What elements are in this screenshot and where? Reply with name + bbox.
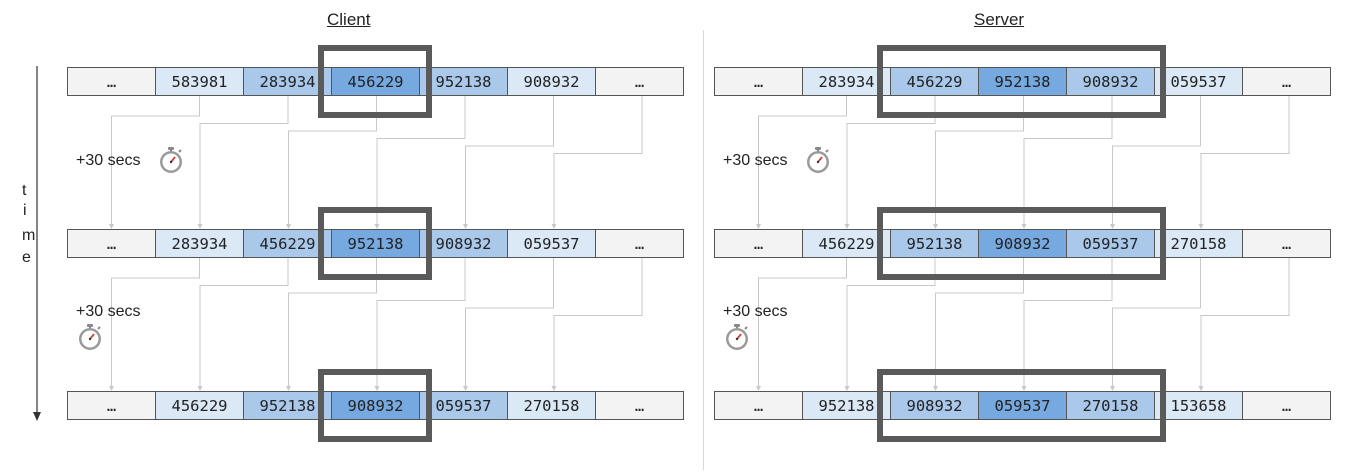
client-window-frame-1	[318, 45, 432, 118]
shift-connector	[554, 96, 642, 225]
client-title: Client	[327, 10, 371, 29]
cell: 952138	[419, 67, 508, 96]
stopwatch-icon	[158, 146, 184, 174]
time-axis-arrow	[33, 412, 41, 421]
shift-connector	[466, 96, 554, 225]
cell: 952138	[243, 391, 332, 420]
server-window-frame-2	[877, 207, 1166, 280]
client-step-label-1: +30 secs	[76, 152, 141, 169]
cell: 952138	[978, 67, 1067, 96]
cell: 456229	[890, 67, 979, 96]
axis-letter-e: e	[22, 249, 31, 266]
client-window-frame-3	[318, 369, 432, 442]
shift-connector	[200, 258, 288, 387]
cell: …	[67, 67, 156, 96]
cell: 059537	[1066, 229, 1155, 258]
cell: 952138	[331, 229, 420, 258]
cell: 952138	[890, 229, 979, 258]
axis-letter-i: i	[23, 202, 27, 219]
server-window-frame-1	[877, 45, 1166, 118]
cell: 270158	[1154, 229, 1243, 258]
shift-connector	[554, 258, 642, 387]
cell: 456229	[802, 229, 891, 258]
cell: 270158	[507, 391, 596, 420]
cell: 908932	[331, 391, 420, 420]
cell: …	[595, 67, 684, 96]
server-step-label-2: +30 secs	[723, 303, 788, 320]
cell: 059537	[978, 391, 1067, 420]
cell: 908932	[1066, 67, 1155, 96]
cell: 283934	[802, 67, 891, 96]
cell: …	[714, 67, 803, 96]
shift-connector	[1201, 96, 1289, 225]
cell: 059537	[1154, 67, 1243, 96]
cell: 153658	[1154, 391, 1243, 420]
cell: 059537	[507, 229, 596, 258]
server-step-label-1: +30 secs	[723, 152, 788, 169]
cell: 059537	[419, 391, 508, 420]
cell: 908932	[890, 391, 979, 420]
shift-connector	[759, 258, 847, 387]
client-window-frame-2	[318, 207, 432, 280]
cell: 283934	[243, 67, 332, 96]
stopwatch-icon	[805, 146, 831, 174]
cell: …	[714, 229, 803, 258]
cell: 283934	[155, 229, 244, 258]
cell: …	[67, 229, 156, 258]
cell: …	[1242, 391, 1331, 420]
cell: 456229	[243, 229, 332, 258]
cell: …	[1242, 67, 1331, 96]
axis-letter-m: m	[22, 227, 36, 244]
server-window-frame-3	[877, 369, 1166, 442]
stopwatch-icon	[77, 323, 103, 351]
cell: …	[595, 391, 684, 420]
client-step-label-2: +30 secs	[76, 303, 141, 320]
server-title: Server	[974, 10, 1025, 29]
cell: 908932	[978, 229, 1067, 258]
shift-connector	[200, 96, 288, 225]
cell: 456229	[155, 391, 244, 420]
cell: 952138	[802, 391, 891, 420]
shift-connector	[466, 258, 554, 387]
shift-connector	[1201, 258, 1289, 387]
shift-connector	[112, 258, 200, 387]
cell: 583981	[155, 67, 244, 96]
cell: …	[67, 391, 156, 420]
cell: 908932	[419, 229, 508, 258]
stopwatch-icon	[724, 323, 750, 351]
cell: 908932	[507, 67, 596, 96]
axis-letter-t: t	[22, 182, 27, 199]
cell: …	[714, 391, 803, 420]
cell: 456229	[331, 67, 420, 96]
cell: 270158	[1066, 391, 1155, 420]
cell: …	[595, 229, 684, 258]
cell: …	[1242, 229, 1331, 258]
